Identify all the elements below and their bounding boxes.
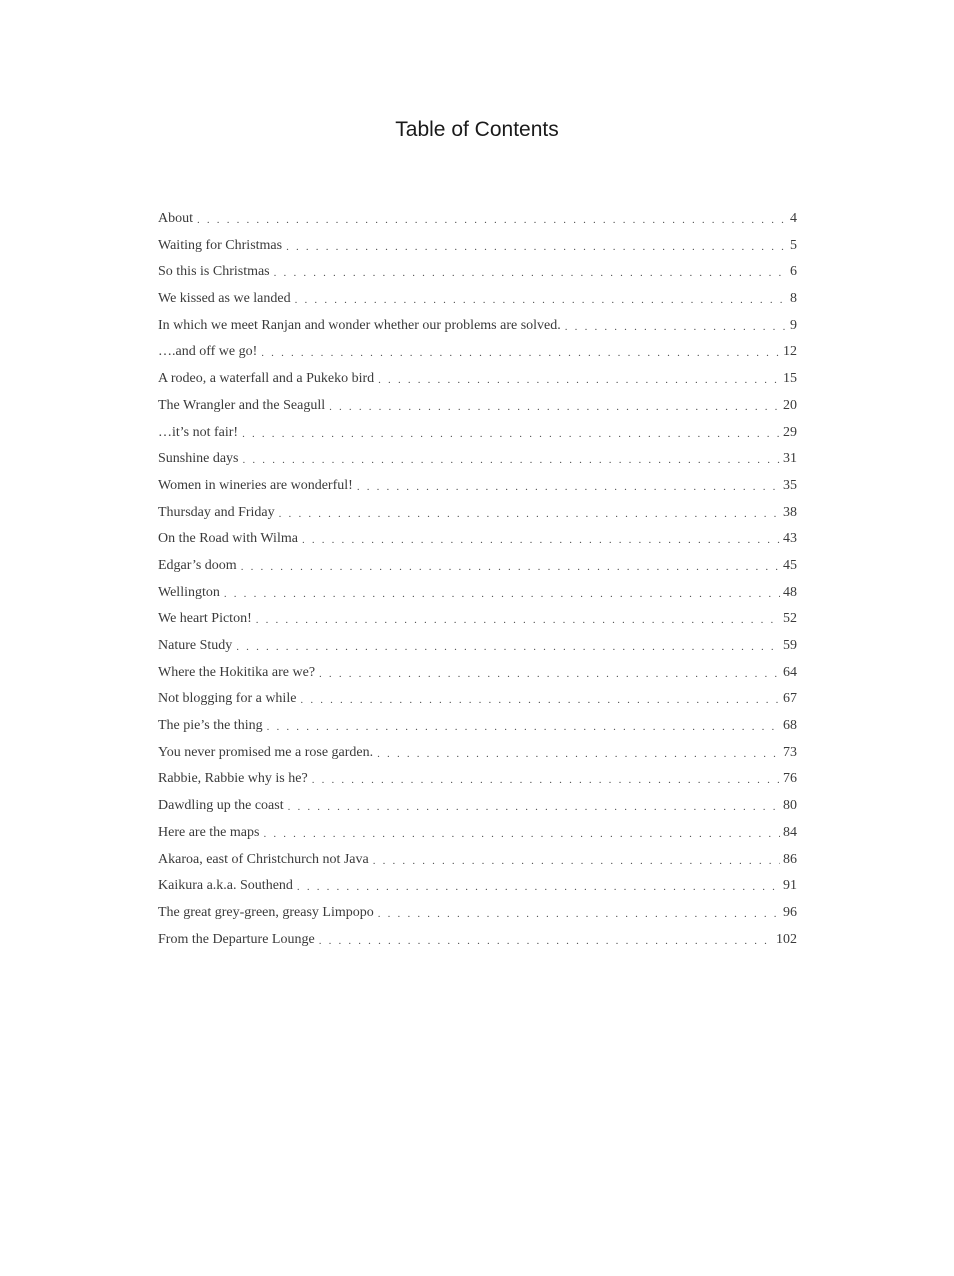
toc-dot-leader [373,855,780,869]
toc-dot-leader [312,774,780,788]
toc-entry-title: Wellington [158,584,220,600]
table-of-contents [158,211,797,958]
toc-entry[interactable] [158,344,797,371]
toc-entry[interactable] [158,665,797,692]
toc-entry-title: Sunshine days [158,451,239,467]
toc-entry[interactable] [158,611,797,638]
toc-entry-title: From the Departure Lounge [158,931,315,947]
toc-page-number: 76 [783,771,797,787]
toc-page-number: 6 [790,264,797,280]
toc-entry-title: We heart Picton! [158,611,252,627]
toc-entry-title: Where the Hokitika are we? [158,664,316,680]
toc-entry-title: So this is Christmas [158,264,270,280]
toc-entry[interactable] [158,878,797,905]
toc-entry-title: Edgar’s doom [158,557,237,573]
toc-entry[interactable] [158,932,797,959]
toc-page-number: 67 [783,691,797,707]
toc-page-number: 68 [783,718,797,734]
toc-dot-leader [357,481,780,495]
toc-page-number: 35 [783,477,797,493]
toc-entry-title: Dawdling up the coast [158,798,284,814]
toc-dot-leader [295,294,787,308]
toc-page-number: 9 [790,317,797,333]
toc-page-number: 52 [783,611,797,627]
toc-dot-leader [378,908,780,922]
toc-page-number: 80 [783,798,797,814]
toc-page-number: 96 [783,904,797,920]
toc-page-number: 4 [790,211,797,226]
toc-page-number: 45 [783,557,797,573]
toc-dot-leader [224,588,780,602]
toc-dot-leader [288,801,780,815]
toc-entry[interactable] [158,691,797,718]
toc-entry-title: Nature Study [158,638,233,653]
toc-page-number: 43 [783,531,797,547]
toc-entry[interactable] [158,798,797,825]
toc-page-number: 86 [783,851,797,867]
toc-entry-title: The great grey-green, greasy Limpopo [158,904,374,920]
toc-dot-leader [261,347,780,361]
toc-entry[interactable] [158,585,797,612]
toc-entry[interactable] [158,264,797,291]
toc-entry-title: Not blogging for a while [158,691,297,707]
toc-dot-leader [236,641,780,655]
toc-entry-title: Here are the maps [158,824,260,840]
toc-page-number: 64 [783,664,797,680]
toc-entry-title: Rabbie, Rabbie why is he? [158,771,308,787]
toc-entry[interactable] [158,558,797,585]
toc-page-number: 102 [776,931,797,947]
toc-dot-leader [377,748,780,762]
toc-entry[interactable] [158,638,797,665]
toc-dot-leader [297,881,780,895]
toc-entry[interactable] [158,371,797,398]
toc-entry[interactable] [158,745,797,772]
toc-entry[interactable] [158,905,797,932]
toc-dot-leader [378,374,780,388]
toc-entry-title: A rodeo, a waterfall and a Pukeko bird [158,371,375,387]
toc-dot-leader [302,534,780,548]
toc-entry[interactable] [158,852,797,879]
toc-page-number: 84 [783,824,797,840]
toc-entry[interactable] [158,505,797,532]
toc-entry[interactable] [158,718,797,745]
toc-entry-title: The pie’s the thing [158,718,263,734]
toc-dot-leader [197,214,787,228]
toc-entry-title: In which we meet Ranjan and wonder whether our problems are solved. [158,317,561,333]
page-title: Table of Contents [395,118,559,141]
toc-entry-title: The Wrangler and the Seagull [158,397,326,413]
toc-entry-title: Akaroa, east of Christchurch not Java [158,851,369,867]
toc-dot-leader [274,267,787,281]
toc-page-number: 29 [783,424,797,440]
toc-entry-title: Thursday and Friday [158,504,275,520]
toc-page-number: 5 [790,237,797,253]
toc-page-number: 73 [783,744,797,760]
toc-dot-leader [241,561,780,575]
toc-entry-title: Waiting for Christmas [158,237,283,253]
toc-dot-leader [319,935,773,949]
toc-dot-leader [565,321,787,335]
toc-dot-leader [300,694,780,708]
toc-entry-title: About [158,211,193,226]
toc-page-number: 15 [783,371,797,387]
toc-entry[interactable] [158,825,797,852]
toc-entry[interactable] [158,451,797,478]
toc-dot-leader [279,508,780,522]
toc-page-number: 8 [790,291,797,307]
toc-dot-leader [267,721,780,735]
toc-dot-leader [263,828,780,842]
toc-dot-leader [256,614,780,628]
toc-entry-title: Kaikura a.k.a. Southend [158,878,293,894]
toc-dot-leader [329,401,780,415]
toc-entry-title: On the Road with Wilma [158,531,298,547]
toc-entry[interactable] [158,771,797,798]
toc-entry[interactable] [158,291,797,318]
toc-entry-title: …it’s not fair! [158,424,239,440]
toc-entry[interactable] [158,398,797,425]
toc-dot-leader [243,454,781,468]
toc-page-number: 91 [783,878,797,894]
toc-entry[interactable] [158,238,797,265]
toc-page-number: 59 [783,638,797,653]
toc-dot-leader [242,428,780,442]
toc-entry-title: ….and off we go! [158,344,258,360]
toc-page-number: 12 [783,344,797,360]
toc-page-number: 31 [783,451,797,467]
toc-page-number: 38 [783,504,797,520]
toc-page-number: 20 [783,397,797,413]
toc-entry[interactable] [158,478,797,505]
toc-entry-title: Women in wineries are wonderful! [158,477,353,493]
toc-entry-title: We kissed as we landed [158,291,291,307]
toc-entry-title: You never promised me a rose garden. [158,744,374,760]
toc-entry[interactable] [158,425,797,452]
toc-entry[interactable] [158,318,797,345]
toc-entry[interactable] [158,211,797,238]
toc-dot-leader [286,241,787,255]
toc-entry[interactable] [158,531,797,558]
toc-page-number: 48 [783,584,797,600]
toc-dot-leader [319,668,780,682]
